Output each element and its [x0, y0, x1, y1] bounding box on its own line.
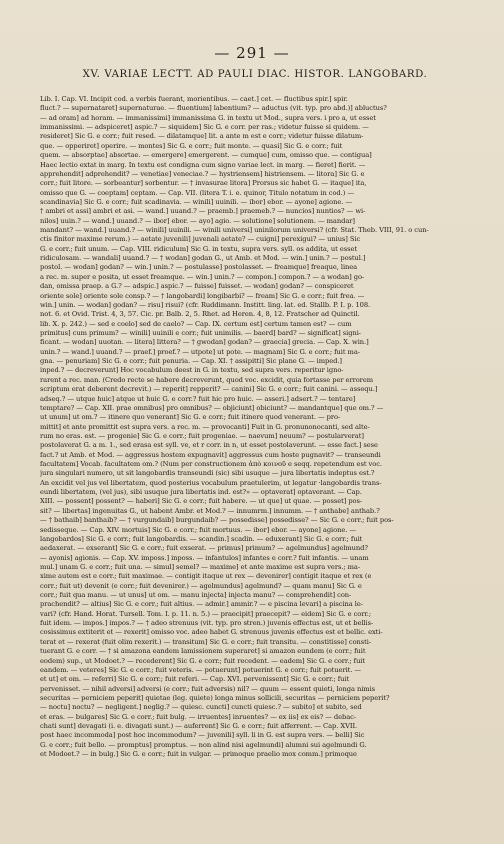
text-line: corr.; fuit qua manu. — ut unus] ut om. — manu injecta] injecta manu? — comprehendit] con-: [40, 591, 352, 600]
text-line: aedaxerat. — exserant] Sic G. e corr.; fuit exserat. — primus] primum? — agelmundus] agelmund?: [40, 544, 368, 553]
text-line: et ut] et om. — referri] Sic G. e corr.; fuit referi. — Cap. XVI. pervenissent] Sic G. e corr.; fuit: [40, 675, 350, 684]
text-line: et Modoet.? — in bulg.] Sic G. e corr.; fuit in vulgar. — primoque praelio mox comm.] primoque: [40, 750, 357, 759]
text-line: mul.] unam G. e corr.; fuit una. — simul] semel? — maxime] et ante maxime est supra vers.; ma-: [40, 562, 361, 571]
text-line: eandem. — veteres] Sic G. e corr.; fuit veteris. — potuerunt] potuerint G. e corr.; fuit potuerit. —: [40, 665, 362, 674]
text-line: rum no eras. est. — progenie] Sic G. e corr.; fuit progeniae. — naevum] neuum? — postularverat]: [40, 431, 364, 440]
text-line: vari? (cfr. Hand. Horat. Tursell. Tom. I. p. 11. n. 5.) — praecipit] praecepit? — eidem] Sic G. e corr.;: [40, 609, 372, 618]
text-line: terat et — rexerat (fuit olim rexerit.) — transitum] Sic G. e corr.; fuit transitu. — constitisse] consti-: [40, 637, 372, 646]
text-line: primitus] cum primum? — winili] uuinili e corr.; fuit unimilis. — baerd] bard? — significat] signi-: [40, 328, 361, 337]
text-line: corr.; fuit litore. — sorbeantur] sorbentur. — † invasurae litora] Prorsus sic habet G. — itaque] ita,: [40, 179, 367, 188]
text-line: chati sunt] devagati (i. e. divagati sunt.) — auferrent] Sic G. e corr.; fuit afferrent. — Cap. XVII.: [40, 722, 358, 731]
text-line: langobardos] Sic G. e corr.; fuit langobardis. — scandin.] scadin. — eduxerant] Sic G. e corr.; fuit: [40, 534, 363, 543]
text-line: corr.; fuit ut) devenit (e corr.; fuit devenirer.) — agelmundus] agelmund? — quam manu] Sic G. e: [40, 581, 362, 590]
text-line: ficant. — wodan] uuotan. — litera] littera? — † gwodan] godan? — graecia] grecia. — Cap. X. win.]: [40, 338, 369, 347]
text-line: scriptum erat deberent decrevit.) — reperit] repperit? — canini] Sic G. e corr.; fuit canini. — assequ.]: [40, 385, 378, 394]
text-line: mittit] et ante promittit est supra vers. a rec. m. — provocanti] Fuit in G. pronunonocanti, sed alte-: [40, 422, 370, 431]
text-line: gna. — penuriam] Sic G. e corr.; fuit penuria. — Cap. XI. † assipitti] Sic plane G. — imped.]: [40, 357, 342, 366]
text-line: a rec. m. super e posita, ut esset freamque. — win.] unin.? — compon.] compon.? — a wodan] go-: [40, 272, 365, 281]
text-line: eodem) sup., ut Modoet.? — recederent] Sic G. e corr.; fuit recedent. — eadem] Sic G. e corr.; fuit: [40, 656, 366, 665]
text-line: postol. — wodan] godan? — win.] unin.? — postulasse] postolasset. — freamque] freaque, lineа: [40, 263, 358, 272]
text-line: sit? — libertas] ingenuitas G., ut habent Ambr. et Mod.? — innumrm.] innumm. — † anthabe] anthab.?: [40, 506, 380, 515]
text-line: mandant? — wand.] uuand.? — winili] uuinili. — winili universi] uninilorum universi? (cfr. Stat. Theb. VIII, 91. o cun-: [40, 226, 429, 235]
text-line: ut unum] ut om.? — itinere quo venerant] Sic G. e corr.; fuit itinere quod venerant. — pro-: [40, 413, 341, 422]
text-line: post haec incommoda] post hoc incommodum? — juvenili] syll. li in G. est supra vers. — belli] Sic: [40, 731, 365, 740]
text-line: unin.? — wand.] uuand.? — praef.] proef.? — utpote] ut pote. — magnam] Sic G. e corr.; fuit ma-: [40, 347, 360, 356]
text-line: nilos] uuin.? — wand.] uuand.? — ibor] ebor. — ayo] agio. — solutione] solutionem. — mandar]: [40, 216, 355, 225]
text-line: cosissimus extiterit et — rexerit] omisso voc. adeo habet G. strenuus juvenis effectus est et bellic. exti-: [40, 628, 383, 637]
text-line: eundi libertatem, (vel jus), sibi usuque jura libertatis ind. est?» — optaverat] optaverant. — Cap.: [40, 488, 362, 497]
text-line: Lib. I. Cap. VI. Incipit cod. a verbis fuerant, morientibus. — caet.] cet. — fluctibus spir.] spir.: [40, 95, 348, 103]
section-title: XV. VARIAE LECTT. AD PAULI DIAC. HISTOR. LANGOBARD.: [82, 69, 428, 80]
variant-readings-text: [40, 95, 470, 815]
text-line: — ayonis] agionis. — Cap. XV. imposs.] inposs. — infantulos] infantes e corr.? fuit infantis. — unam: [40, 553, 369, 562]
text-line: win.] unin. — wodan] godan? — risu] risui? (cfr. Ruddimann. Institt. ling. lat. ed. Stallb. P. I. p. 108.: [40, 300, 371, 309]
text-line: facultatem] Vocab. facultatem om.? (Num per constructionem ἀπὸ κοινοῦ e seqq. repetendum est voc.: [40, 460, 382, 469]
page-number: — 291 —: [214, 44, 290, 62]
text-line: fuit idem. — impos.] impos.? — † adeo strenuus (vit. typ. pro stren.) juvenis effectus est, ut et bellis-: [40, 619, 374, 628]
text-line: tuerant G. e corr. — † si amazona eandem lamissionem superaret] si amazon eundem (e corr.; fuit: [40, 647, 366, 656]
text-line: — noctu] noctu? — negligent.] neglig.? — quiesc. cuncti] cuncti quiesc.? — subito] et subito, sed: [40, 703, 362, 712]
text-line: † ambri et assi] ambri et asi. — wand.] uuand.? — praemb.] praemeb.? — nuncios] nuntios? — wi-: [40, 207, 366, 216]
text-line: xime autem est e corr.; fuit maximae. — contigit itaque ut rex — devenirer] contigit itaque et rex (e: [40, 572, 372, 581]
text-line: pervenisset. — nihil adversi] adversi (e corr.; fuit adversis) nil? — quum — essent quieti, longa nimis: [40, 684, 376, 693]
text-line: immanissimi. — adspiceret] aspic.? — siquidem] Sic G. e corr. per ras.; videtur fuisse si quidem. —: [40, 123, 369, 132]
text-line: omisso que G. — coeptam] ceptam. — Cap. VII. (litera T. i. e. quinor, Titulo notatum in cod.) —: [40, 188, 354, 197]
text-line: resideret] Sic G. e corr.; fuit resed. — dilatamque] lit. a ante m est e corr.; videtur fuisse dilatum-: [40, 132, 364, 141]
text-line: inped.? — decreverunt] Hoc vocabulum deest in G. in textu, sed supra vers. reperitur igno-: [40, 366, 344, 375]
text-line: not. 6. et Ovid. Trist. 4, 3, 57. Cic. pr. Balb. 2, 5. Rhet. ad Heren. 4, 8, 12. Fratscher ad Quinctil.: [40, 310, 360, 319]
text-line: fact.? ut Amb. et Mod. — aggressus hostem expugnavit] aggressus cum hoste pugnavit? — transeundi: [40, 450, 381, 459]
text-line: prachendit? — altius] Sic G. e corr.; fuit altius. — admir.] ammir.? — e piscina levari] a piscina le-: [40, 600, 363, 609]
text-line: postolaverat G. a m. 1., sed erasa est syll. ve, et r corr. in n, ut esset postolaverunt. — esse fact.] sese: [40, 441, 378, 450]
text-line: — ad oram] ad horam. — immanissimi] immanissima G. in textu ut Mod., supra vers. i pro a, ut esset: [40, 113, 376, 122]
text-line: adseq.? — utque huic] atque ut huic G. e corr.? fuit hic pro huic. — asseri.] adsert.? — tentare]: [40, 394, 356, 403]
text-line: — † bathaib] banthaib? — † vurgundaib] burgundaib? — possedisse] possedisse? — Sic G. e corr.; fuit pos-: [40, 516, 394, 525]
text-line: que. — opperiret] operire. — montes] Sic G. e corr.; fuit monte. — quasi] Sic G. e corr.; fuit: [40, 141, 343, 150]
text-line: ridiculosam. — wandali] uuand.? — † wodan] godan G., ut Amb. et Mod. — win.] unin.? — postul.]: [40, 254, 366, 263]
text-line: oriente sole] oriente sole consp.? — † langobardi] longibarbi? — fream] Sic G. e corr.; fuit frea. —: [40, 291, 365, 300]
text-line: ctis finitor maxime rerum.) — aetate juvenili] juvenali aetate? — cuigni] perexigui? — unius] Sic: [40, 235, 361, 244]
text-line: securitas — perniciem peperit] quietae (leg. quiete) longa minus sollicili, securitas — perniciem peperit?: [40, 694, 390, 702]
text-line: lib. X. p. 242.) — sed e coelo] sed de caelo? — Cap. IX. certum est] certum tamen est? — cum: [40, 319, 352, 328]
text-line: An excidit vel jus vel libertatem, quod posterius vocabulum praetulerim, ut legatur ·langobardis trans-: [40, 478, 382, 487]
text-line: sedisseque. — Cap. XIV. mortuis] Sic G. e corr.; fuit mortuus. — ibor] ebor. — ayone] agione. —: [40, 525, 357, 534]
text-line: apprehendit] adprehendit? — venetiae] veneciae.? — hystriensem] histriensem. — litora] Sic G. e: [40, 169, 365, 178]
text-line: scandinavia] Sic G. e corr.; fuit scadinavia. — winili] uuinili. — ibor] ebor. — ayone] agione. —: [40, 197, 353, 206]
text-line: XIII. — possent] possent? — haberi] Sic G. e corr.; fuit habere. — ut que] ut quae. — posset] pos-: [40, 497, 363, 506]
text-line: fluct.? — supernataret] supernaturae. — fluentium] labentium? — aductus (vit. typ. pro abd.)] abluctus?: [40, 104, 387, 113]
text-line: temptare? — Cap. XII. prae omnibus] pro omnibus? — objiciunt] obiciunt? — mandantque] que om.? —: [40, 403, 384, 412]
text-line: Haec lectio extat in marg. In textu est condigna cum signo variae lect. in marg. — fieret] fierit. —: [40, 160, 366, 169]
text-line: jura singulari numero, ut sit langobardis transeundi (sic) sibi usuque — jura libertatis indeptus est.?: [40, 469, 375, 478]
text-line: dan, omissa praep. a G.? — adspic.] aspic.? — fuisse] fuisset. — wodan] godan? — conspiceret: [40, 282, 354, 291]
text-line: G. e corr.; fuit bello. — promptus] promptus. — non alind nisi agelmundi] alumni sui agelmundi G.: [40, 740, 367, 749]
text-line: rarent a rec. man. (Credo recte se habere decreverunt, quod voc. excidit, quia fortasse per errorem: [40, 375, 373, 384]
text-line: G. e corr.; fuit unum. — Cap. VIII. ridiculum] Sic G. in textu, supra vers. syll. os addita, ut esset: [40, 244, 357, 253]
text-line: et eras. — bulgares] Sic G. e corr.; fuit bulg. — irruentes] inruentes? — ex iis] ex eis? — debac-: [40, 712, 357, 721]
text-line: quem. — absorptae] absortae. — emergere] emergerent. — cumque] cum, omisso que. — contigua]: [40, 151, 372, 160]
